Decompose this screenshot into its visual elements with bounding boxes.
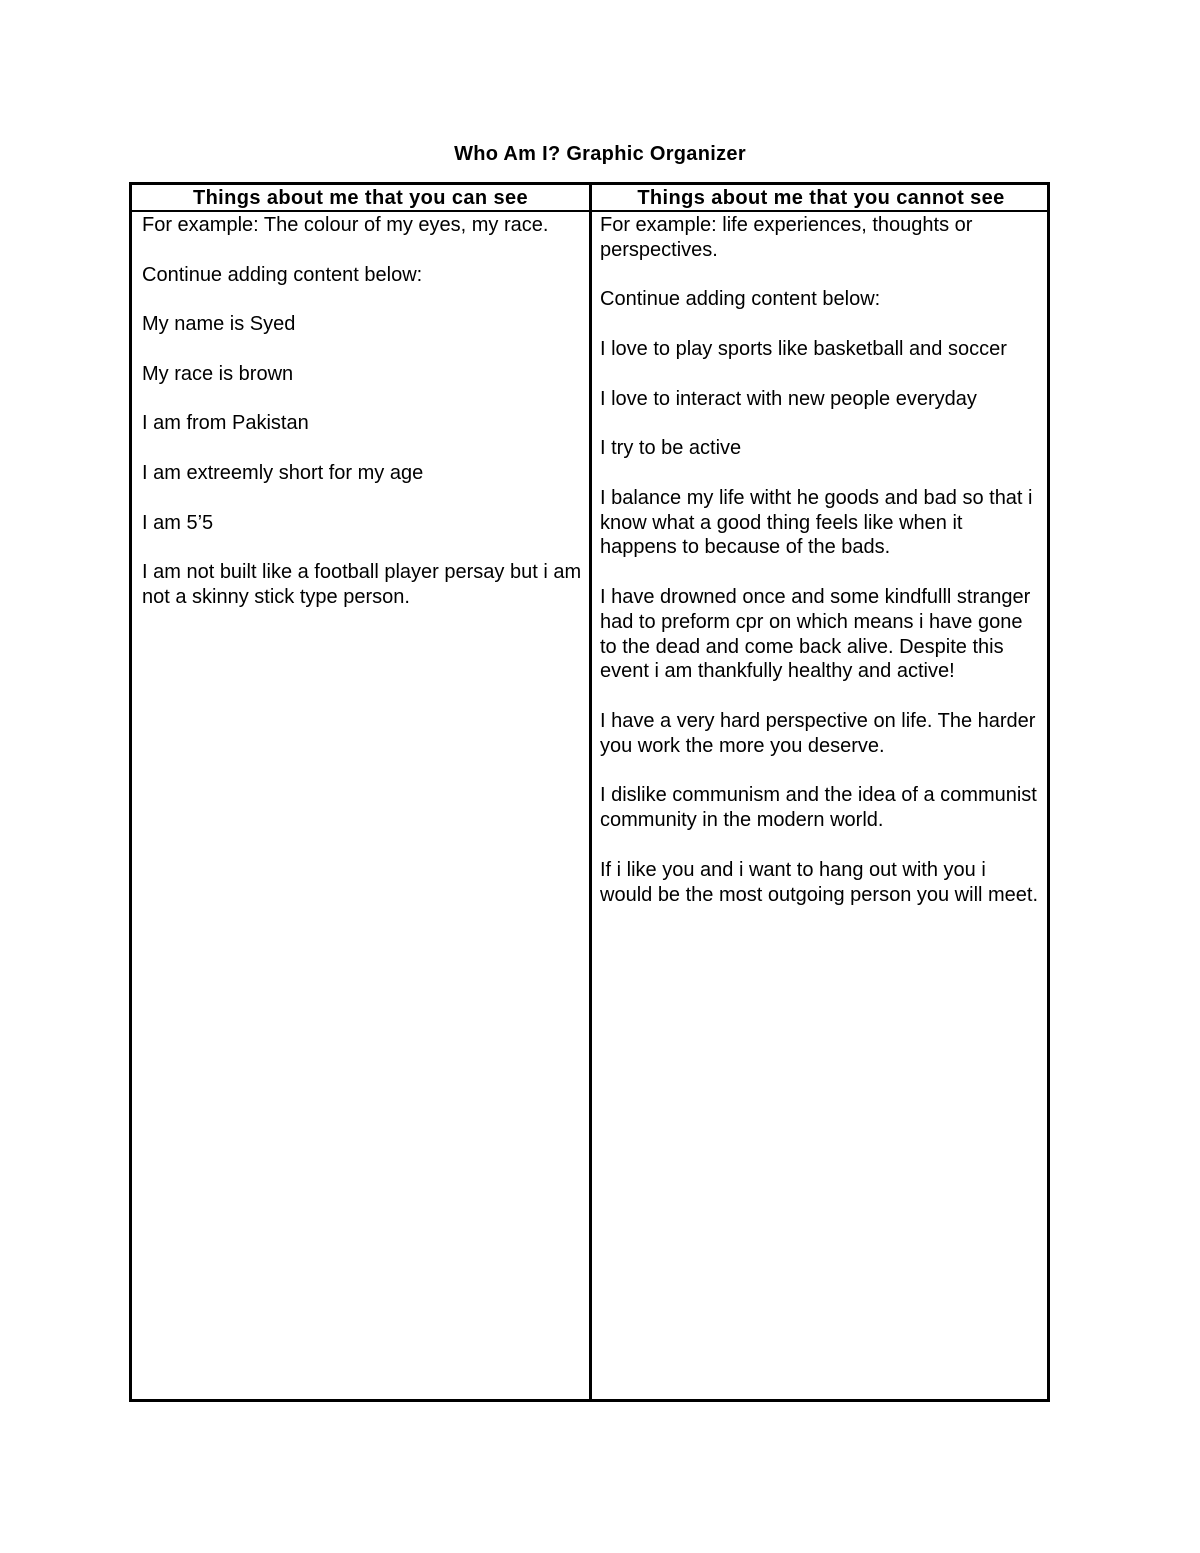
hidden-traits-paragraph: I dislike communism and the idea of a communist community in the modern world. [600,784,1037,832]
hidden-traits-paragraph: I love to play sports like basketball and soccer [600,337,1007,360]
graphic-organizer-table [129,182,1050,1402]
visible-traits-paragraph: I am 5’5 [142,511,214,534]
visible-traits-paragraph: I am not built like a football player persay but i am not a skinny stick type person. [142,561,582,608]
visible-traits-paragraph: I am extreemly short for my age [142,461,424,484]
page-title: Who Am I? Graphic Organizer [454,143,746,165]
hidden-traits-paragraph: If i like you and i want to hang out with you i would be the most outgoing person you will meet. [600,858,1039,906]
hidden-traits-paragraph: For example: life experiences, thoughts or perspectives. [600,214,973,261]
visible-traits-header: Things about me that you can see [192,187,529,209]
column-divider [589,185,592,1399]
visible-traits-paragraph: I am from Pakistan [142,412,309,435]
hidden-traits-paragraph: I have a very hard perspective on life. The harder you work the more you deserve. [600,709,1036,757]
hidden-traits-paragraph: Continue adding content below: [600,288,881,311]
visible-traits-paragraph: My race is brown [142,362,294,385]
visible-traits-paragraph: Continue adding content below: [142,263,423,286]
hidden-traits-column[interactable] [600,213,1040,932]
hidden-traits-paragraph: I try to be active [600,437,742,460]
visible-traits-paragraph: My name is Syed [142,313,296,336]
hidden-traits-paragraph: I love to interact with new people everyday [600,387,977,410]
hidden-traits-paragraph: I balance my life witht he goods and bad so that i know what a good thing feels like when it happens to because of the bads. [600,486,1033,559]
hidden-traits-paragraph: I have drowned once and some kindfulll stranger had to preform cpr on which means i have gone to the dead and come back alive. Despite this event i am thankfully healthy and active! [600,585,1031,683]
visible-traits-column[interactable] [142,213,582,635]
visible-traits-paragraph: For example: The colour of my eyes, my race. [142,214,549,236]
hidden-traits-header: Things about me that you cannot see [637,187,1005,209]
